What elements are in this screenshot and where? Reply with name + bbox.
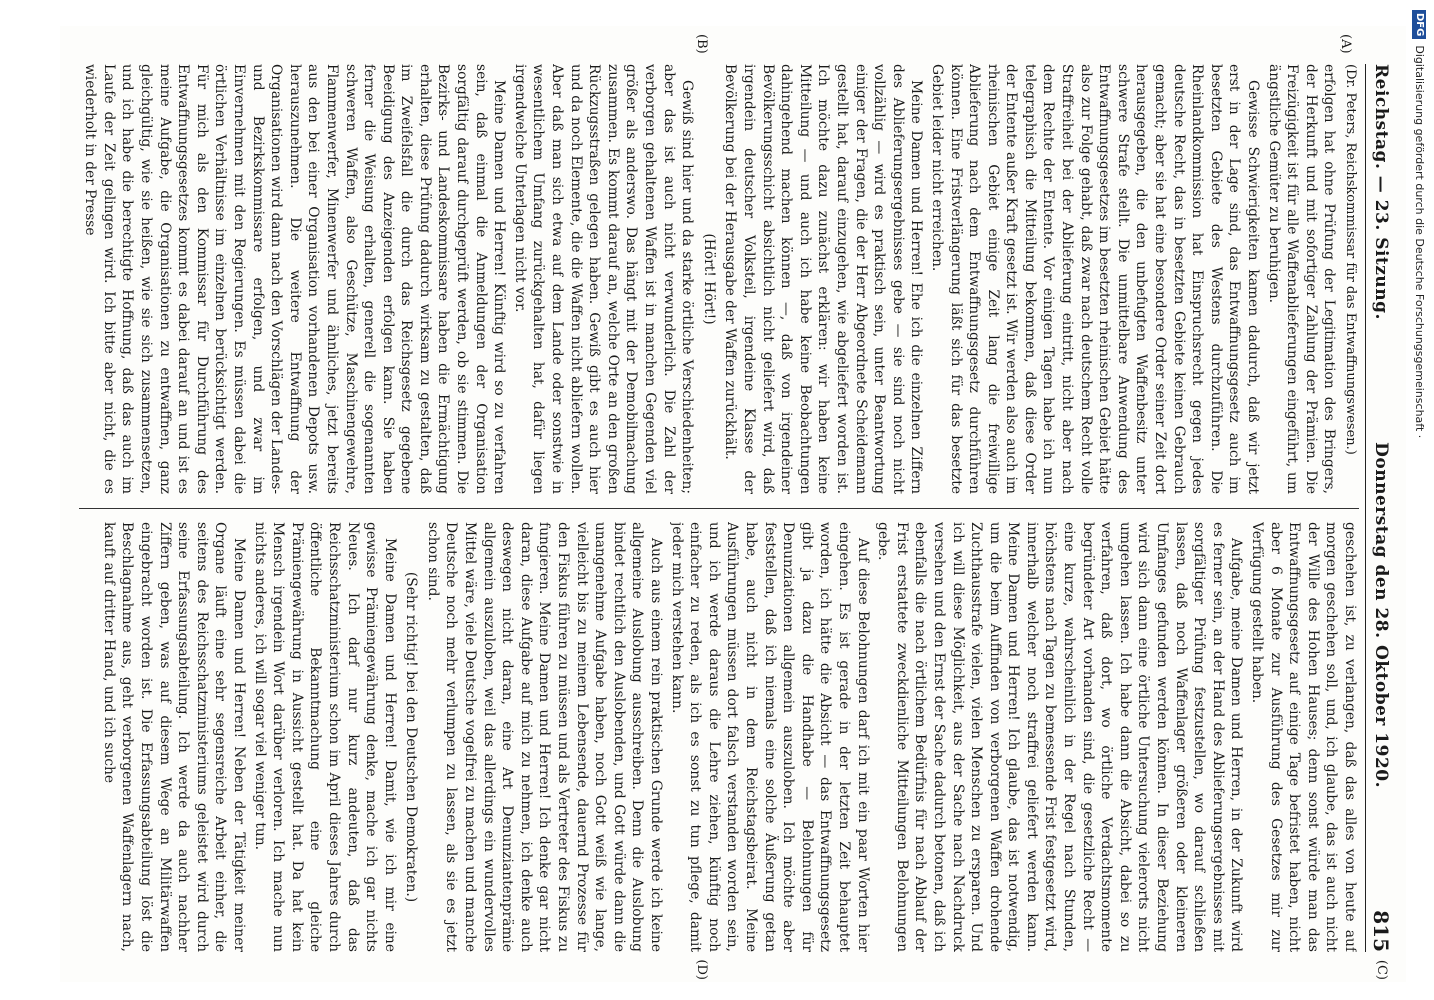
paragraph: Meine Damen und Herren! Neben der Tätigkeit meiner Organe läuft eine sehr segensreiche Arbeit einher, die seitens des Reichsschatzministeriums geleistet wird durch seine Erfassungsabteilung. Ich werde da auch nachher Ziffern geben, was auf diesem Wege an Militärwaffen eingebracht worden ist. Die Erfassungsabteilung löst die Beschlagnahme aus, geht verborgenen Waffenlagern nach, kauft auf dritter Hand, und ich suche <box>100 522 247 952</box>
paragraph: Meine Damen und Herren! Ehe ich die einzelnen Ziffern des Ablieferungsergebnisses gebe — sie sind noch nicht vollzählig — wird es praktisch sein, unter Beantwortung einiger der Fragen, die der Herr Abgeordnete Scheidemann gestellt hat, darauf einzugehen, wie abgeliefert worden ist. Ich möchte dazu zunächst erklären: wir haben keine Mitteilung — und auch ich habe keine Beobachtungen dahingehend machen können —, daß von irgendeiner Bevölkerungsschicht absichtlich nicht geliefert wird, daß irgendein deutscher Volksteil, irgendeine Klasse der Bevölkerung bei der Herausgabe der Waffen zurückhält. <box>722 64 925 494</box>
credit-text: Digitalisierung gefördert durch die Deutsche Forschungsgemeinschaft · <box>1413 45 1426 439</box>
paragraph: Auch aus einem rein praktischen Grunde werde ich keine allgemeine Auslobung ausschreiben. Denn die Auslobung bindet rechtlich den Auslobenden, und Gott würde dann die unangenehme Aufgabe haben, noch Gott weiß wie lange, vielleicht bis zu meinem Lebensende, dauernd Prozesse für den Fiskus führen zu müssen und als Vertreter des Fiskus zu fungieren. Meine Damen und Herren! Ich denke gar nicht daran, diese Aufgabe auf mich zu nehmen, ich denke auch deswegen nicht daran, eine Art Denunziantenprämie allgemein auszuloben, weil das allerdings ein wundervolles Mittel wäre, viele Deutsche vogelfrei zu machen und manche Deutsche noch mehr verlumpen zu lassen, als sie es jetzt schon sind. <box>424 522 665 952</box>
page-number: 815 <box>1369 910 1393 952</box>
column-divider <box>79 508 1359 509</box>
paragraph: Gewiß sind hier und da starke örtliche Verschiedenheiten; aber das ist auch nicht verwunderlich. Die Zahl der verborgen gehaltenen Waffen ist in manchen Gegenden viel größer als anderswo. Das hängt mit der Demobilmachung zusammen. Es kommt darauf an, welche Orte an den großen Rückzugsstraßen gelegen haben. Gewiß gibt es auch hier und da noch Elemente, die die Waffen nicht abliefern wollen. Aber daß man sich etwa auf dem Lande oder sonstwie in wesentlichem Umfang zurückgehalten hat, dafür liegen irgendwelche Unterlagen nicht vor. <box>511 64 696 494</box>
paragraph: Auf diese Belohnungen darf ich mit ein paar Worten hier eingehen. Es ist gerade in der letzten Zeit behauptet worden, ich hätte die Absicht — das Entwaffnungsgesetz gibt ja dazu die Handhabe — Belohnungen für Denunziationen allgemein auszuloben. Ich möchte aber feststellen, daß ich niemals eine solche Äußerung getan habe, auch nicht in dem Reichstagsbeirat. Meine Ausführungen müssen dort falsch verstanden worden sein, und ich werde daraus die Lehre ziehen, künftig noch einfacher zu reden, als ich es sonst zu tun pflege, damit jeder mich verstehen kann. <box>668 522 871 952</box>
paragraph: erfolgen hat ohne Prüfung der Legitimation des Bringers, der Herkunft und mit sofortiger Zahlung der Prämien. Die Freizügigkeit ist für alle Waffenablieferungen eingeführt, um ängstliche Gemüter zu beruhigen. <box>1265 64 1338 494</box>
page-header <box>1365 64 1396 952</box>
left-column <box>79 64 1359 494</box>
margin-marker-c: (C) <box>1374 959 1389 980</box>
margin-marker-d: (D) <box>694 959 709 980</box>
interjection: (Hört! Hört!) <box>700 233 717 325</box>
interjection: (Sehr richtig! bei den Deutschen Demokraten.) <box>403 571 420 903</box>
margin-marker-b: (B) <box>694 34 709 54</box>
right-column <box>79 522 1359 952</box>
speaker-line: (Dr. Peters, Reichskommissar für das Entwaffnungswesen.) <box>1343 64 1358 455</box>
digitization-credit <box>1408 0 1430 1000</box>
paragraph: geschehen ist, zu verlangen, daß das alles von heute auf morgen geschehen soll, und, ich glaube, das ist auch nicht der Wille des Hohen Hauses; denn sonst würde man das Entwaffnungsgesetz auf einige Tage befristet haben, nicht aber 6 Monate zur Ausführung des Gesetzes mir zur Verfügung gestellt haben. <box>1249 522 1358 952</box>
scanned-page-area <box>60 26 1406 982</box>
paragraph: Gewisse Schwierigkeiten kamen dadurch, daß wir jetzt erst in der Lage sind, das Entwaffnungsgesetz auch im besetzten Gebiete des Westens durchzuführen. Die Rheinlandkommission hat Einspruchsrecht gegen jedes deutsche Recht, das in besetzten Gebiete keinen Gebrauch gemacht; aber sie hat eine besondere Order seiner Zeit dort herausgegeben, die den unbefugten Waffenbesitz unter schwere Strafe stellt. Die unmittelbare Anwendung des Entwaffnungsgesetzes im besetzten rheinischen Gebiet hätte also zur Folge gehabt, daß zwar nach deutschem Recht volle Straffreiheit bei der Ablieferung eintritt, nicht aber nach dem Rechte der Entente. Vor einigen Tagen habe ich nun telegraphisch die Mitteilung bekommen, daß diese Order der Entente außer Kraft gesetzt ist. Wir werden also auch im rheinischen Gebiet einige Zeit lang die freiwillige Ablieferung nach dem Entwaffnungsgesetz durchführen können. Eine Fristverlängerung läßt sich für das besetzte Gebiet leider nicht erreichen. <box>928 64 1262 494</box>
margin-marker-a: (A) <box>1338 34 1353 54</box>
dfg-logo: DFG <box>1412 10 1426 39</box>
scanned-page <box>60 26 1406 982</box>
paragraph: Meine Damen und Herren! Künftig wird so zu verfahren sein, daß einmal die Anmeldungen der Organisation sorgfältig darauf durchgeprüft werden, ob sie stimmen. Die Bezirks- und Landeskommissare haben die Ermächtigung erhalten, diese Prüfung dadurch wirksam zu gestalten, daß im Zweifelsfall die durch das Reichsgesetz gegebene Beeidigung des Anzeigenden erfolgen kann. Sie haben ferner die Weisung erhalten, generell die sogenannten schweren Waffen, also Geschütze, Maschinengewehre, Flammenwerfer, Minenwerfer und ähnliches, jetzt bereits aus den bei einer Organisation vorhandenen Depots usw. herauszunehmen. Die weitere Entwaffnung der Organisationen wird dann nach den Vorschlägen der Landes- und Bezirkskommissare erfolgen, und zwar im Einvernehmen mit den Regierungen. Es müssen dabei die örtlichen Verhältnisse im einzelnen berücksichtigt werden. Für mich als den Kommissar für Durchführung des Entwaffnungsgesetzes kommt es dabei darauf an und ist es meine Aufgabe, die Organisationen zu entwaffnen, ganz gleichgültig, wie sie heißen, wie sie sich zusammensetzen, und ich habe die berechtigte Hoffnung, daß das auch im Laufe der Zeit gelingen wird. Ich bitte aber nicht, die es wiederholt in der Presse <box>82 64 508 494</box>
running-head-left: Reichstag. — 23. Sitzung. <box>1371 64 1391 320</box>
running-head-right: Donnerstag den 28. Oktober 1920. <box>1371 442 1391 789</box>
paragraph: Aufgabe, meine Damen und Herren, in der Zukunft wird es ferner sein, an der Hand des Ablieferungsergebnisses mit sorgfältiger Prüfung festzustellen, wo darauf schließen lassen, daß noch Waffenlager größeren oder kleineren Umfanges gefunden werden können. In dieser Beziehung wird sich dann eine örtliche Untersuchung vielerorts nicht umgehen lassen. Ich habe dann die Absicht, dabei so zu verfahren, daß dort, wo örtliche Verdachtsmomente begründeter Art vorhanden sind, die gesetzliche Recht — eine kurze, wahrscheinlich in der Regel nach Stunden, höchstens nach Tagen zu bemessende Frist festgesetzt wird, innerhalb welcher noch straffrei geliefert werden kann. Meine Damen und Herren! Ich glaube, das ist notwendig, um die beim Auffinden von verborgenen Waffen drohende Zuchthausstrafe vielen, vielen Menschen zu ersparen. Und ich will diese Möglichkeit, aus der Sache nach Nachdruck versehen und den Ernst der Sache dadurch betonen, daß ich ebenfalls die nach örtlichem Bedürfnis für nach Ablauf der Frist erstattete zweckdienliche Mitteilungen Belohnungen gebe. <box>875 522 1245 952</box>
paragraph: Meine Damen und Herren! Damit, wie ich mir eine gewisse Prämiengewährung denke, mache ich gar nichts Neues. Ich darf nur kurz andeuten, daß das Reichsschatzministerium schon im April dieses Jahres durch öffentliche Bekanntmachung eine gleiche Prämiengewährung in Aussicht gestellt hat. Da hat kein Mensch irgendein Wort darüber verloren. Ich mache nun nichts anderes, ich will sogar viel weniger tun. <box>251 522 398 952</box>
